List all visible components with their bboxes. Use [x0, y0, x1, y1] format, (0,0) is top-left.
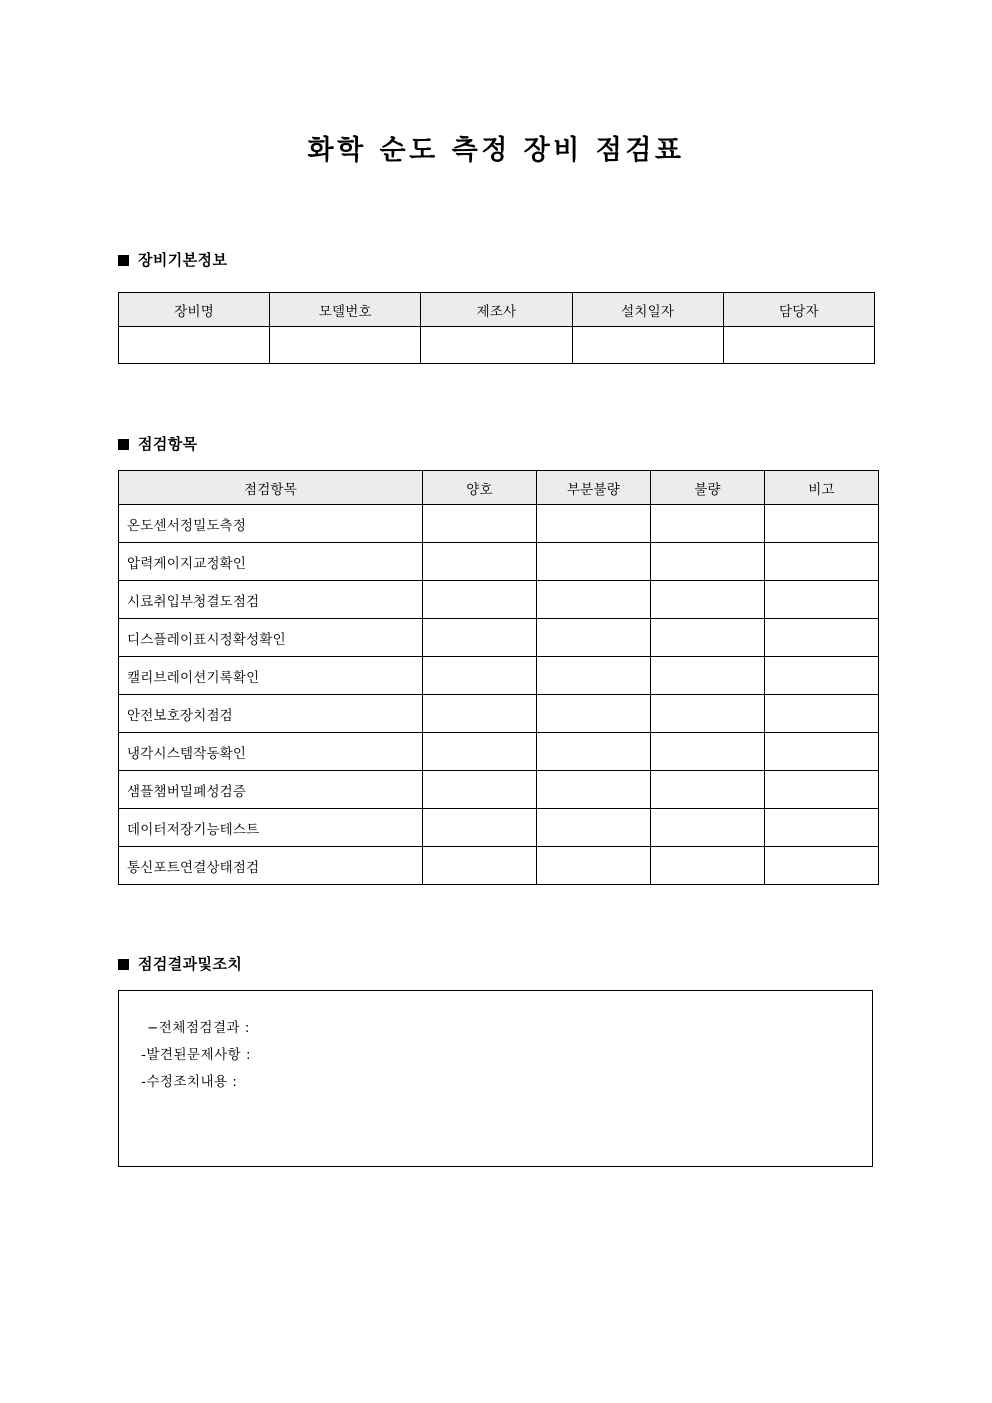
cell-equipment-name[interactable]	[119, 327, 270, 364]
table-row	[119, 733, 879, 771]
result-line-issues-found: -발견된문제사항 :	[141, 1047, 251, 1063]
table-row	[119, 847, 879, 885]
remarks-cell[interactable]	[765, 847, 879, 885]
table-header-row	[119, 471, 879, 505]
column-header-install-date: 설치일자	[572, 293, 723, 327]
remarks-cell[interactable]	[765, 619, 879, 657]
checkbox-cell-defect[interactable]	[651, 733, 765, 771]
checkbox-cell-partial-defect[interactable]	[537, 657, 651, 695]
remarks-cell[interactable]	[765, 695, 879, 733]
checkbox-cell-good[interactable]	[423, 771, 537, 809]
page-title: 화학 순도 측정 장비 점검표	[307, 135, 685, 166]
section-heading-basic-info-label: 장비기본정보	[138, 251, 228, 269]
checkbox-cell-partial-defect[interactable]	[537, 809, 651, 847]
table-header-row	[119, 293, 875, 327]
table-row	[119, 771, 879, 809]
column-header-check-item: 점검항목	[119, 471, 423, 505]
table-row	[119, 505, 879, 543]
checkbox-cell-defect[interactable]	[651, 619, 765, 657]
column-header-equipment-name: 장비명	[119, 293, 270, 327]
table-row	[119, 619, 879, 657]
column-header-defect: 불량	[651, 471, 765, 505]
cell-install-date[interactable]	[572, 327, 723, 364]
square-bullet-icon	[118, 959, 129, 970]
table-row	[119, 809, 879, 847]
checkbox-cell-good[interactable]	[423, 581, 537, 619]
section-heading-result-label: 점검결과및조치	[138, 955, 243, 973]
checkbox-cell-defect[interactable]	[651, 809, 765, 847]
table-row	[119, 543, 879, 581]
check-item-label: 압력게이지교정확인	[119, 543, 423, 581]
cell-model-number[interactable]	[270, 327, 421, 364]
checkbox-cell-good[interactable]	[423, 505, 537, 543]
section-heading-basic-info	[118, 250, 227, 270]
result-line-corrective-action: -수정조치내용 :	[141, 1074, 238, 1090]
checkbox-cell-good[interactable]	[423, 657, 537, 695]
column-header-good: 양호	[423, 471, 537, 505]
column-header-person-in-charge: 담당자	[723, 293, 874, 327]
remarks-cell[interactable]	[765, 809, 879, 847]
remarks-cell[interactable]	[765, 771, 879, 809]
checkbox-cell-good[interactable]	[423, 543, 537, 581]
column-header-manufacturer: 제조사	[421, 293, 572, 327]
checkbox-cell-partial-defect[interactable]	[537, 619, 651, 657]
checkbox-cell-defect[interactable]	[651, 771, 765, 809]
checkbox-cell-defect[interactable]	[651, 847, 765, 885]
remarks-cell[interactable]	[765, 505, 879, 543]
checkbox-cell-defect[interactable]	[651, 543, 765, 581]
table-row	[119, 657, 879, 695]
checkbox-cell-partial-defect[interactable]	[537, 543, 651, 581]
result-notes-box[interactable]	[118, 990, 873, 1167]
check-item-label: 냉각시스템작동확인	[119, 733, 423, 771]
checkbox-cell-partial-defect[interactable]	[537, 505, 651, 543]
table-row	[119, 327, 875, 364]
column-header-partial-defect: 부분불량	[537, 471, 651, 505]
checkbox-cell-good[interactable]	[423, 809, 537, 847]
result-line-overall: −전체점검결과 :	[147, 1020, 250, 1036]
remarks-cell[interactable]	[765, 657, 879, 695]
section-heading-result	[118, 954, 242, 974]
basic-info-table	[118, 292, 875, 364]
checkbox-cell-good[interactable]	[423, 695, 537, 733]
remarks-cell[interactable]	[765, 543, 879, 581]
checkbox-cell-partial-defect[interactable]	[537, 847, 651, 885]
check-item-label: 데이터저장기능테스트	[119, 809, 423, 847]
checkbox-cell-partial-defect[interactable]	[537, 695, 651, 733]
square-bullet-icon	[118, 439, 129, 450]
square-bullet-icon	[118, 255, 129, 266]
checkbox-cell-good[interactable]	[423, 733, 537, 771]
check-items-table	[118, 470, 879, 885]
check-item-label: 안전보호장치점검	[119, 695, 423, 733]
column-header-model-number: 모델번호	[270, 293, 421, 327]
section-heading-check-items	[118, 434, 198, 454]
section-heading-check-items-label: 점검항목	[138, 435, 198, 453]
table-row	[119, 695, 879, 733]
check-item-label: 캘리브레이션기록확인	[119, 657, 423, 695]
column-header-remarks: 비고	[765, 471, 879, 505]
remarks-cell[interactable]	[765, 733, 879, 771]
checkbox-cell-defect[interactable]	[651, 695, 765, 733]
table-row	[119, 581, 879, 619]
checkbox-cell-defect[interactable]	[651, 581, 765, 619]
check-item-label: 온도센서정밀도측정	[119, 505, 423, 543]
checkbox-cell-good[interactable]	[423, 847, 537, 885]
remarks-cell[interactable]	[765, 581, 879, 619]
checkbox-cell-partial-defect[interactable]	[537, 733, 651, 771]
check-item-label: 샘플챔버밀폐성검증	[119, 771, 423, 809]
check-item-label: 디스플레이표시정확성확인	[119, 619, 423, 657]
checkbox-cell-good[interactable]	[423, 619, 537, 657]
cell-person-in-charge[interactable]	[723, 327, 874, 364]
checkbox-cell-partial-defect[interactable]	[537, 581, 651, 619]
cell-manufacturer[interactable]	[421, 327, 572, 364]
checkbox-cell-defect[interactable]	[651, 657, 765, 695]
check-item-label: 시료취입부청결도점검	[119, 581, 423, 619]
check-item-label: 통신포트연결상태점검	[119, 847, 423, 885]
checkbox-cell-partial-defect[interactable]	[537, 771, 651, 809]
checkbox-cell-defect[interactable]	[651, 505, 765, 543]
